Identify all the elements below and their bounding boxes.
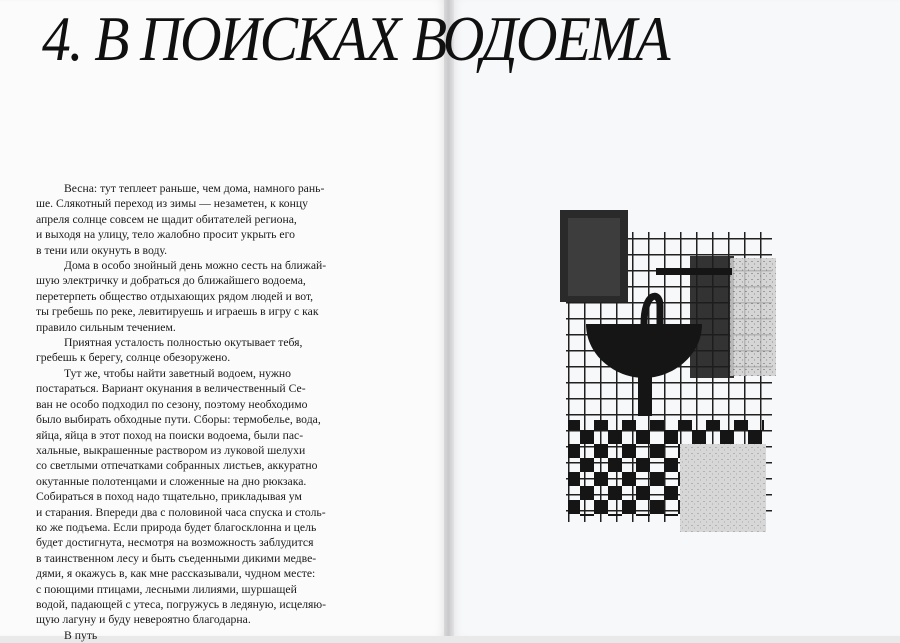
text-line: дями, я окажусь в, как мне рассказывали, чудном месте: [36, 567, 316, 581]
text-line: постараться. Вариант окунания в величественный Се- [36, 382, 306, 396]
text-line: правило сильным течением. [36, 320, 176, 334]
text-line: в тени или окунуть в воду. [36, 243, 168, 257]
text-line: щую лагуну и буду невероятно благодарна. [36, 613, 251, 627]
text-line: со светлыми отпечатками собранных листьев, аккуратно [36, 459, 318, 473]
sink-collage-icon [552, 206, 784, 536]
text-line: Дома в особо знойный день можно сесть на ближай- [64, 259, 327, 273]
text-line: В путь [64, 628, 98, 642]
text-line: хальные, выкрашенные раствором из луковой шелухи [36, 443, 306, 457]
text-line: окутанные полотенцами и сложенные на дно рюкзака. [36, 474, 307, 488]
text-line: ше. Слякотный переход из зимы — незаметен, к концу [36, 197, 308, 211]
text-line: в таинственном лесу и быть съеденными дикими медве- [36, 551, 317, 565]
text-line: перетерпеть общество отдыхающих рядом людей и вот, [36, 289, 314, 303]
text-line: и старания. Впереди два с половиной часа спуска и столь- [36, 505, 326, 519]
text-line: ты гребешь по реке, левитируешь и играешь в игру с как [36, 305, 319, 319]
chapter-title: 4. В ПОИСКАХ ВОДОЕМА [42, 3, 669, 74]
text-line: будет достигнута, несмотря на возможность заблудится [36, 536, 314, 550]
text-line: ван не особо подходил по сезону, поэтому необходимо [36, 397, 308, 411]
text-line: с поющими птицами, лесными лилиями, шуршащей [36, 582, 297, 596]
text-line: водой, падающей с утеса, погружусь в ледяную, исцеляю- [36, 597, 327, 611]
text-line: Весна: тут теплеет раньше, чем дома, намного рань- [64, 182, 325, 195]
text-line: было выбирать обходные пути. Сборы: термобелье, вода, [36, 413, 321, 427]
text-line: гребешь к берегу, солнце обезоружено. [36, 351, 231, 365]
text-line: шую электричку и добраться до ближайшего водоема, [36, 274, 306, 288]
text-line: апреля солнце совсем не щадит обитателей региона, [36, 212, 297, 226]
text-line: Приятная усталость полностью окутывает тебя, [64, 336, 303, 350]
text-line: Собираться в поход надо тщательно, прикладывая ум [36, 490, 302, 504]
text-line: Тут же, чтобы найти заветный водоем, нужно [64, 366, 292, 380]
page-gutter [444, 0, 454, 636]
text-line: яйца, яйца в этот поход на поиски водоема, были пас- [36, 428, 304, 442]
article-body [36, 181, 366, 643]
text-line: ко же подъема. Если природа будет благосклонна и цель [36, 520, 317, 534]
text-line: и выходя на улицу, тело жалобно просит укрыть его [36, 228, 295, 242]
